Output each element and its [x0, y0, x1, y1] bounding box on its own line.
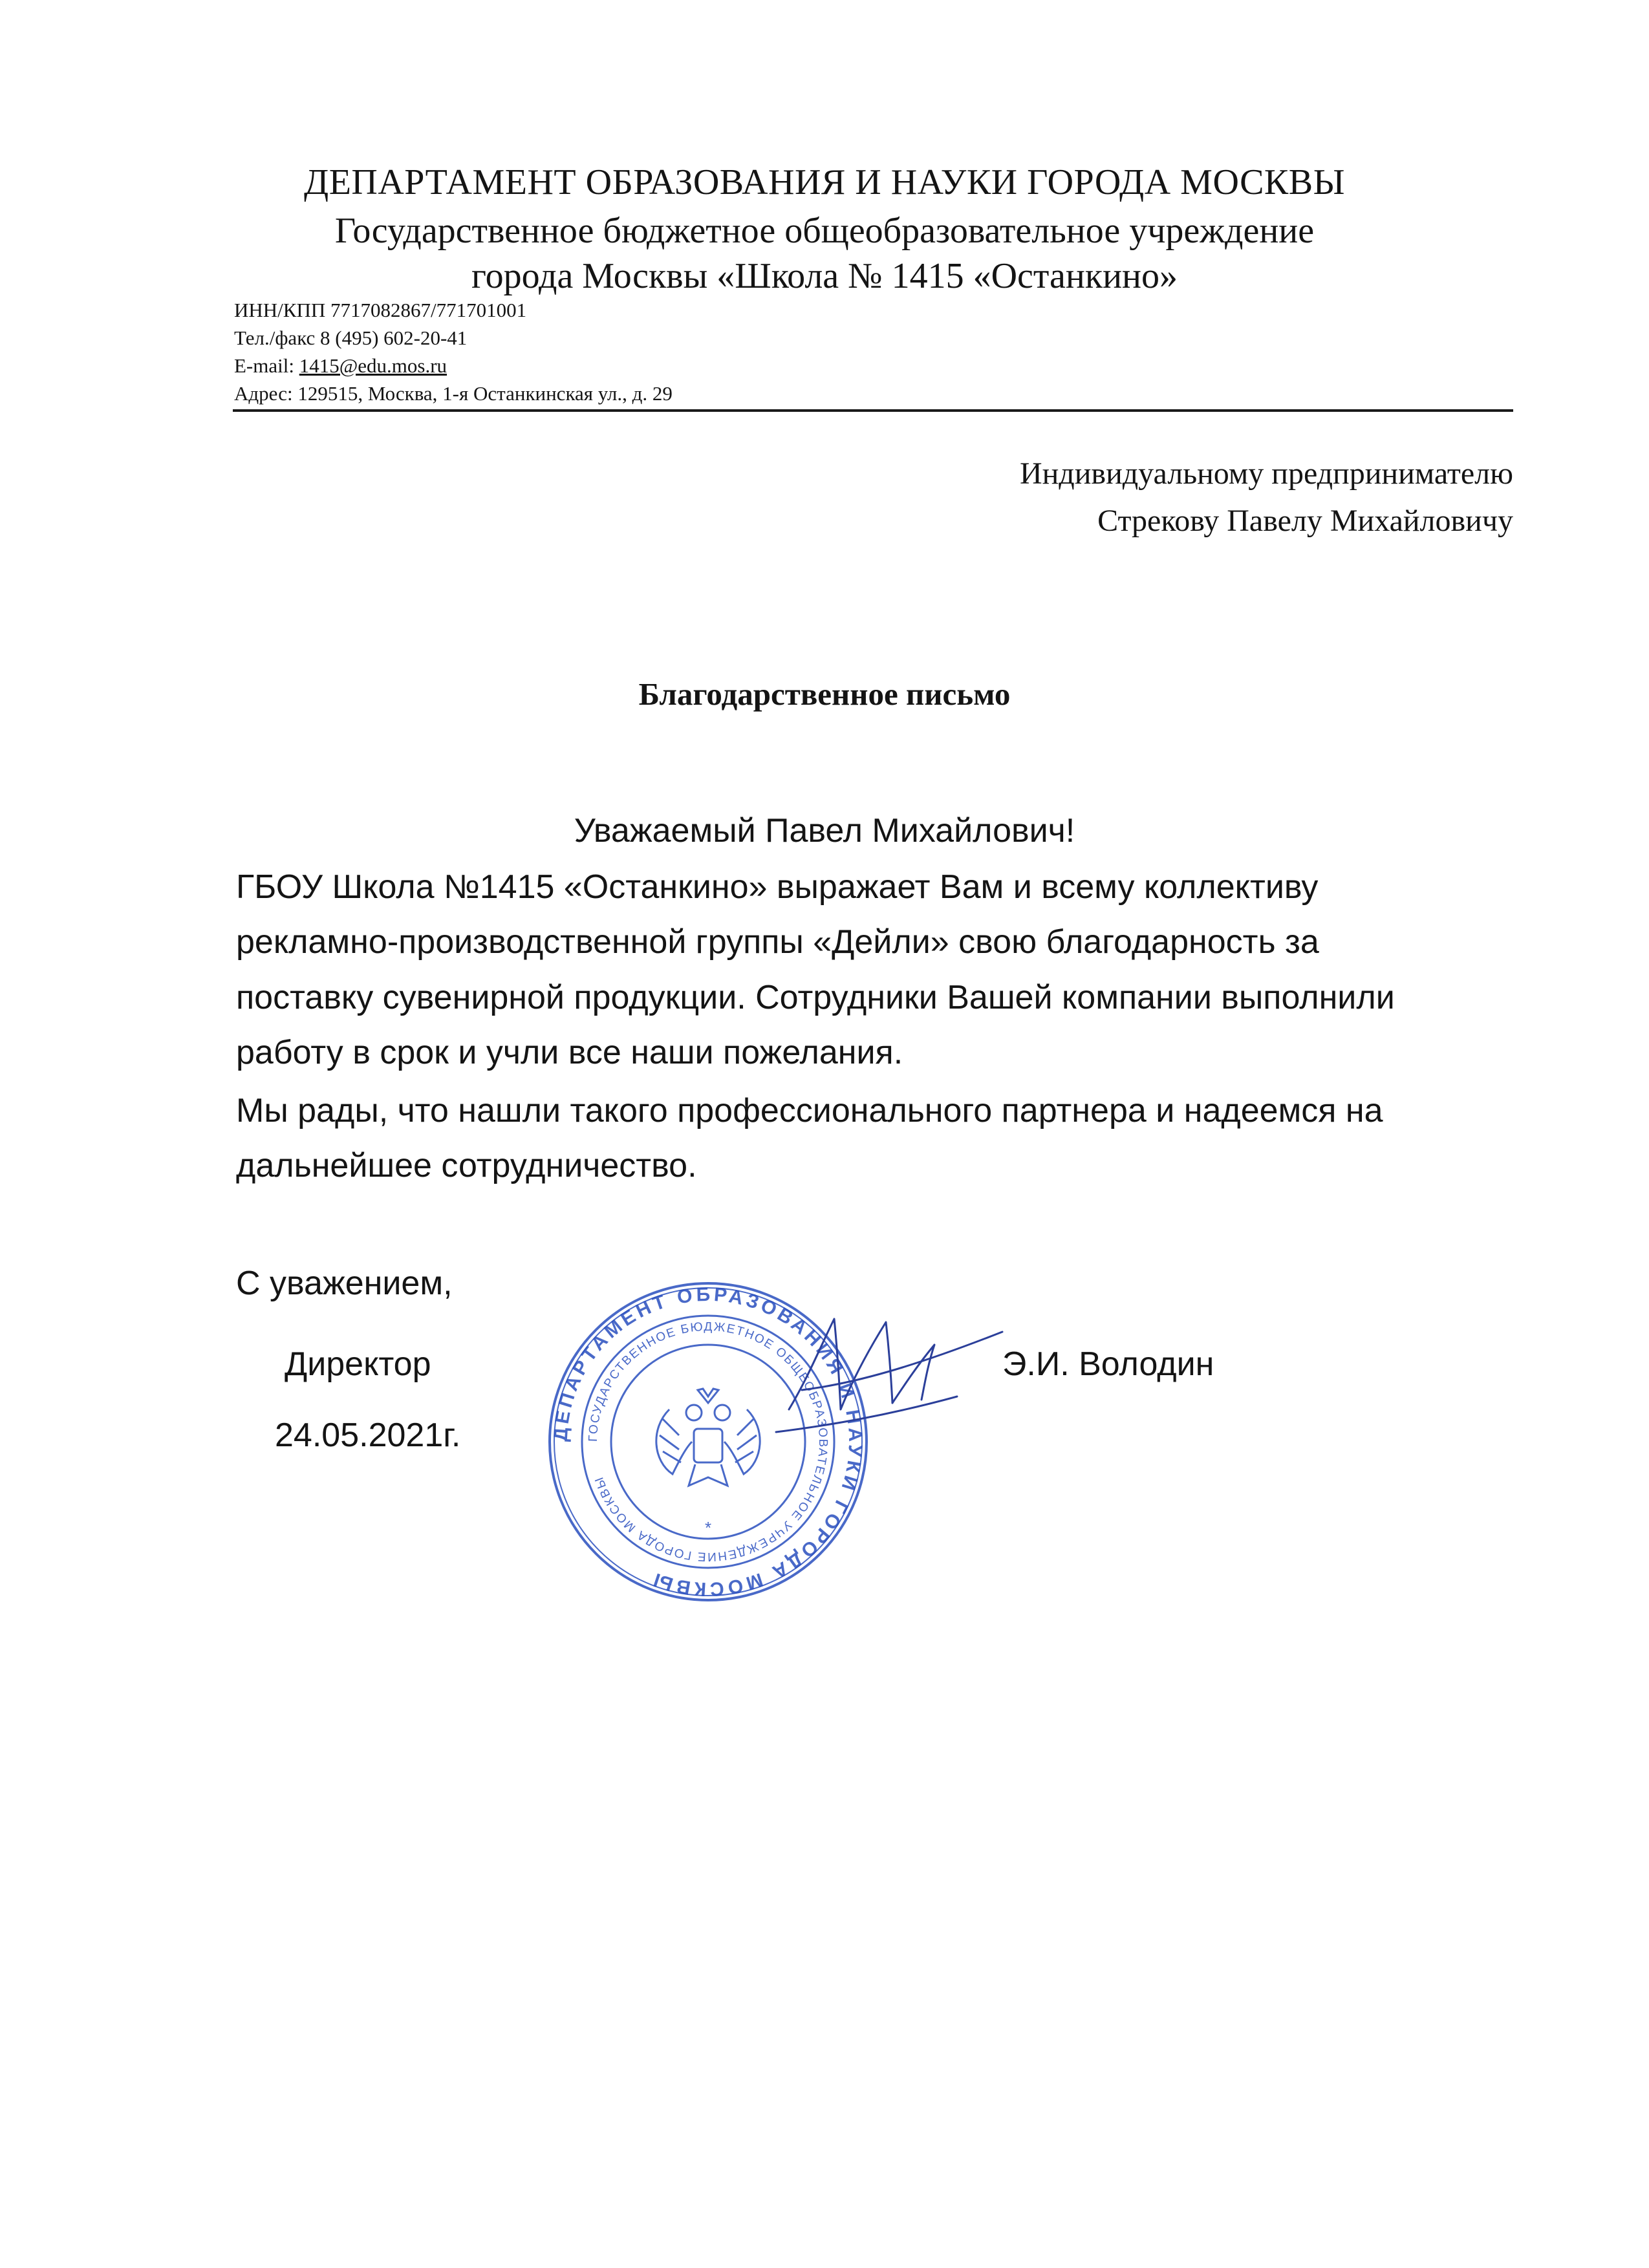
signer-position: Директор [285, 1345, 431, 1383]
org-name-line-2: Государственное бюджетное общеобразовательное учреждение [334, 211, 1315, 251]
paragraph-2-line: дальнейшее сотрудничество. [236, 1147, 697, 1184]
document-title: Благодарственное письмо [638, 676, 1011, 712]
paragraph-1-line: поставку сувенирной продукции. Сотрудники Вашей компании выполнили [236, 979, 1395, 1016]
closing-phrase: С уважением, [236, 1265, 453, 1302]
coat-of-arms-icon [656, 1389, 760, 1486]
paragraph-1-line: ГБОУ Школа №1415 «Останкино» выражает Вам и всему коллективу [236, 868, 1319, 906]
paragraph-1-line: работу в срок и учли все наши пожелания. [236, 1034, 903, 1071]
requisites-email [234, 354, 447, 378]
email-label: E-mail: [234, 354, 299, 377]
salutation: Уважаемый Павел Михайлович! [574, 812, 1075, 850]
requisites-phone: Тел./факс 8 (495) 602-20-41 [234, 326, 468, 349]
requisites-address: Адрес: 129515, Москва, 1-я Останкинская ул., д. 29 [234, 382, 673, 405]
stamp-outer-text: ДЕПАРТАМЕНТ ОБРАЗОВАНИЯ И НАУКИ ГОРОДА МОСКВЫ [550, 1283, 867, 1600]
email-link[interactable]: 1415@edu.mos.ru [299, 354, 447, 377]
stamp-star-icon: * [704, 1518, 712, 1537]
org-name-line-1: ДЕПАРТАМЕНТ ОБРАЗОВАНИЯ И НАУКИ ГОРОДА МОСКВЫ [304, 162, 1345, 202]
paragraph-2-line: Мы рады, что нашли такого профессионального партнера и надеемся на [236, 1092, 1383, 1129]
paragraph-1-line: рекламно-производственной группы «Дейли» свою благодарность за [236, 923, 1319, 961]
handwritten-signature [763, 1293, 1015, 1442]
header-divider [233, 409, 1513, 412]
org-name-line-3: города Москвы «Школа № 1415 «Останкино» [471, 256, 1178, 296]
requisites-inn-kpp: ИНН/КПП 7717082867/771701001 [234, 299, 527, 321]
addressee-line-2: Стрекову Павелу Михайловичу [1097, 504, 1513, 538]
stamp-inner-text: ГОСУДАРСТВЕННОЕ БЮДЖЕТНОЕ ОБЩЕОБРАЗОВАТЕЛЬНОЕ УЧРЕЖДЕНИЕ ГОРОДА МОСКВЫ [586, 1320, 830, 1564]
addressee-line-1: Индивидуальному предпринимателю [1019, 456, 1513, 491]
letter-date: 24.05.2021г. [275, 1417, 461, 1454]
signer-name: Э.И. Володин [1002, 1345, 1214, 1383]
